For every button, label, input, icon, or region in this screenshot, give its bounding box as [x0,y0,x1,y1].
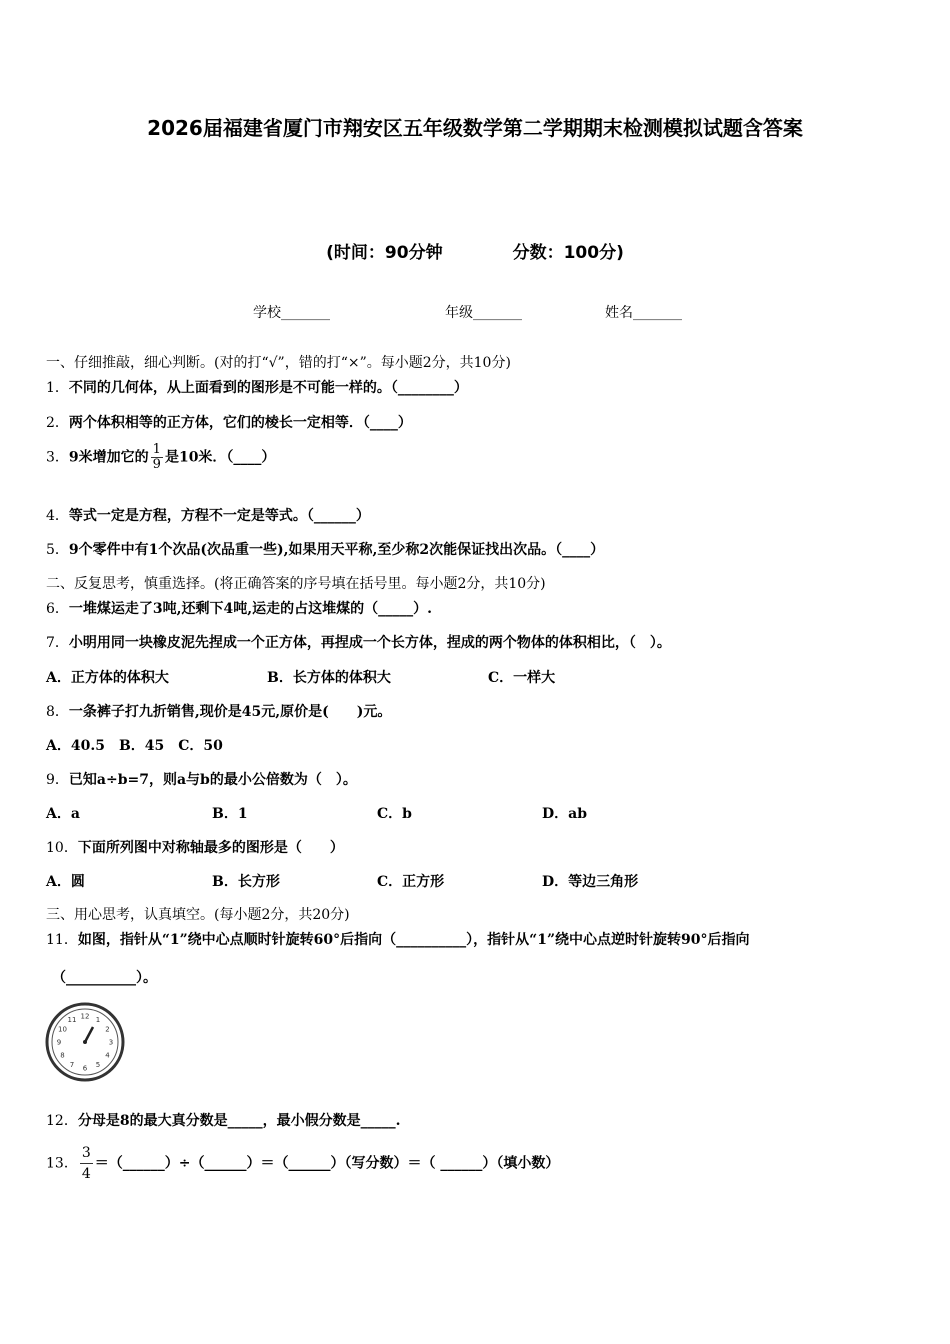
question-text: 两个体积相等的正方体，它们的棱长一定相等．（____） [68,415,412,431]
section-2-heading: 二、反复思考，慎重选择。(将正确答案的序号填在括号里。每小题2分，共10分) [46,576,546,592]
time-limit: (时间：90分钟 [326,243,443,263]
fraction-numerator: 1 [152,442,161,457]
fraction-denominator: 4 [80,1163,93,1184]
question-text: 一堆煤运走了3吨,还剩下4吨,运走的占这堆煤的（_____）. [68,601,433,617]
question-9 [46,769,357,789]
question-text: ＝（______）÷（______）＝（______）（写分数）＝（ ______）（填小数） [94,1155,560,1172]
q10-option-d[interactable]: D．等边三角形 [542,874,639,890]
question-number: 6． [46,601,69,617]
exam-info [0,238,950,263]
question-11-continued [52,967,157,987]
question-text: 小明用同一块橡皮泥先捏成一个正方体，再捏成一个长方体，捏成的两个物体的体积相比，（ ）。 [68,635,671,651]
question-12 [46,1110,400,1130]
question-text: 已知a÷b=7，则a与b的最小公倍数为（ ）。 [68,772,357,788]
question-4 [46,505,370,525]
question-text: 一条裤子打九折销售,现价是45元,原价是( )元。 [68,704,392,720]
clock-number-6: 6 [82,1064,88,1073]
clock-number-11: 11 [67,1016,77,1024]
clock-figure [44,1000,126,1084]
question-number: 9． [46,772,69,788]
question-text: 不同的几何体，从上面看到的图形是不可能一样的。（________） [68,380,468,396]
q9-option-b[interactable]: B．1 [212,806,248,822]
clock-center [83,1040,87,1044]
question-number: 8． [46,704,69,720]
clock-number-4: 4 [105,1051,110,1060]
question-2 [46,412,412,432]
question-number: 3． [46,449,69,466]
question-number: 7． [46,635,69,651]
question-number: 5． [46,542,69,558]
question-text: 下面所列图中对称轴最多的图形是（ ） [77,840,344,856]
question-text: （__________）。 [52,970,157,986]
question-10 [46,837,344,857]
clock-number-8: 8 [60,1051,65,1060]
question-text: 9个零件中有1个次品(次品重一些),如果用天平称,至少称2次能保证找出次品。（____） [68,542,605,558]
question-number: 13． [46,1155,78,1172]
question-number: 12． [46,1113,78,1129]
clock-number-12: 12 [80,1012,90,1021]
fraction [151,443,163,472]
clock-number-3: 3 [108,1038,114,1047]
question-5 [46,539,604,559]
q10-option-c[interactable]: C．正方形 [377,874,445,890]
grade-field[interactable]: 年级_______ [445,305,522,321]
page-title: 2026届福建省厦门市翔安区五年级数学第二学期期末检测模拟试题含答案 [147,116,803,140]
clock-number-2: 2 [105,1025,110,1034]
clock-number-7: 7 [69,1061,75,1069]
question-text: 如图，指针从“1”绕中心点顺时针旋转60°后指向（__________），指针从“1”绕中心点逆时针旋转90°后指向 [77,932,750,948]
question-number: 10． [46,840,78,856]
section-3-heading: 三、用心思考，认真填空。(每小题2分，共20分) [46,907,350,923]
section-1-heading: 一、仔细推敲，细心判断。(对的打“√”，错的打“×”。每小题2分，共10分) [46,355,511,371]
q10-option-b[interactable]: B．长方形 [212,874,280,890]
clock-number-5: 5 [95,1061,101,1069]
question-text-pre: 9米增加它的 [68,449,149,466]
q10-option-a[interactable]: A．圆 [46,874,85,890]
question-text-post: 是10米．（____） [164,449,276,466]
fraction-denominator: 9 [152,457,161,472]
question-number: 2． [46,415,69,431]
question-6 [46,598,432,618]
q8-options[interactable]: A．40.5 B．45 C．50 [46,738,223,754]
school-field[interactable]: 学校_______ [253,305,330,321]
question-8 [46,701,391,721]
question-13 [46,1143,559,1184]
question-3 [46,443,275,472]
clock-number-1: 1 [95,1016,101,1024]
question-7 [46,632,671,652]
name-field[interactable]: 姓名_______ [605,305,682,321]
question-text: 等式一定是方程，方程不一定是等式。（______） [68,508,370,524]
question-number: 1． [46,380,69,396]
clock-number-9: 9 [56,1038,62,1047]
question-number: 11． [46,932,78,948]
q7-option-a[interactable]: A．正方体的体积大 [46,670,169,686]
question-number: 4． [46,508,69,524]
q9-option-a[interactable]: A．a [46,806,80,822]
fraction [80,1143,93,1184]
q9-option-d[interactable]: D．ab [542,806,588,822]
question-1 [46,377,468,397]
question-text: 分母是8的最大真分数是_____，最小假分数是_____. [77,1113,401,1129]
question-11 [46,929,749,949]
q7-option-c[interactable]: C．一样大 [488,670,556,686]
q7-option-b[interactable]: B．长方体的体积大 [267,670,391,686]
total-score: 分数：100分) [512,243,624,263]
q9-option-c[interactable]: C．b [377,806,412,822]
clock-number-10: 10 [58,1025,67,1034]
fraction-numerator: 3 [81,1145,91,1161]
